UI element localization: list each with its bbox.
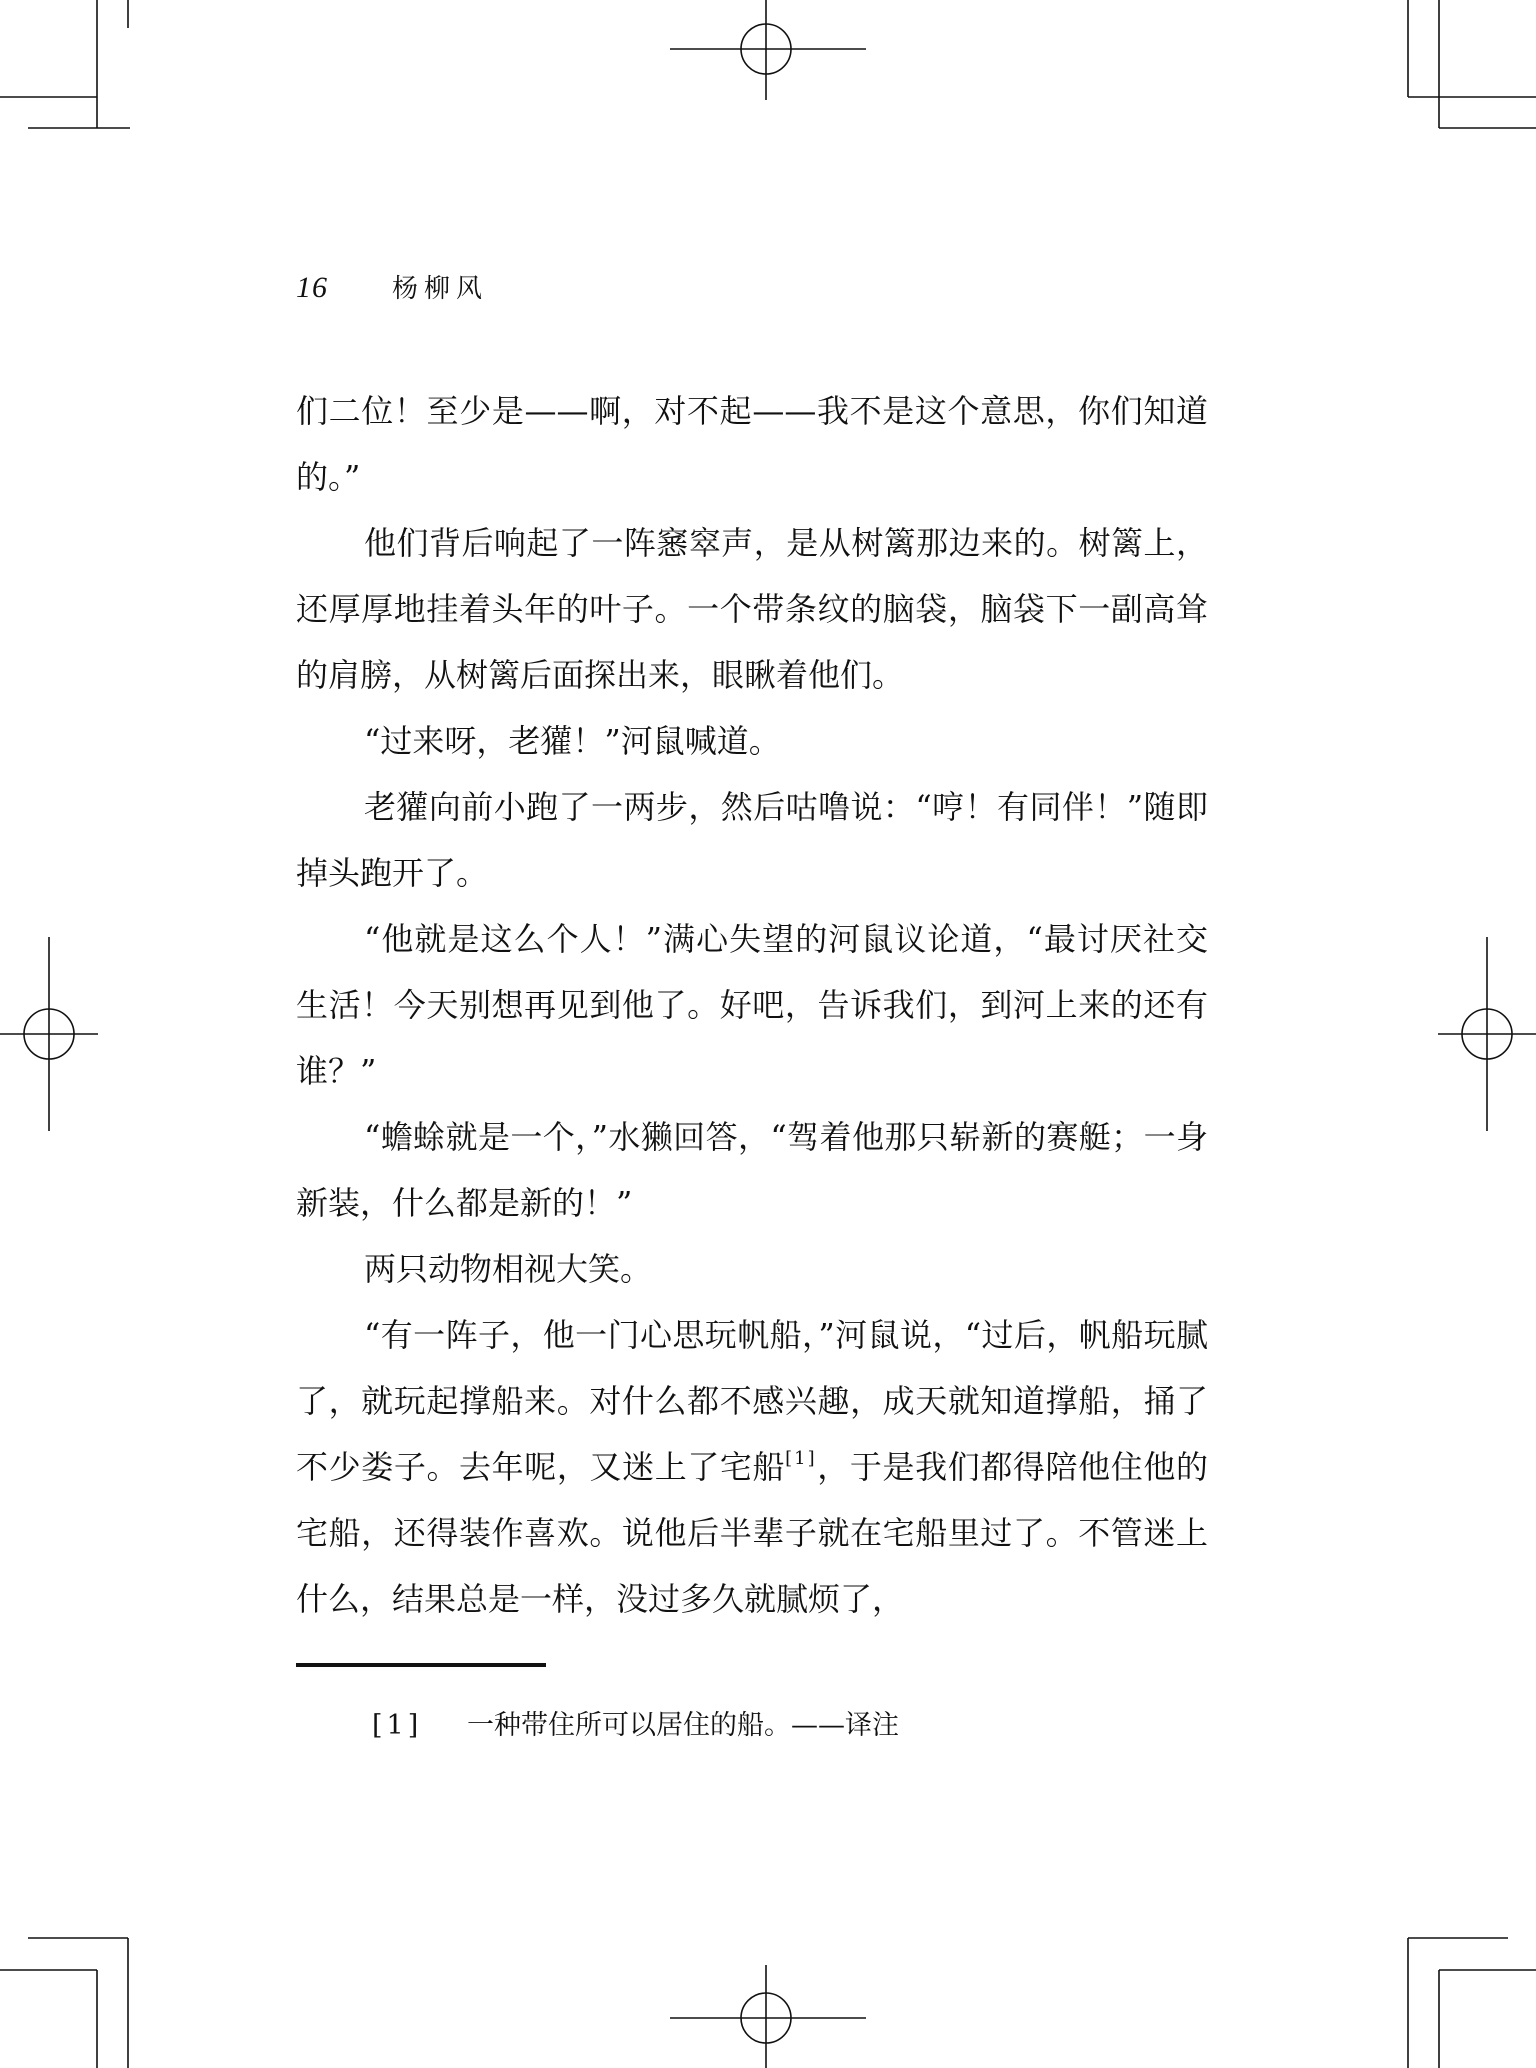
paragraph: 他们背后响起了一阵窸窣声，是从树篱那边来的。树篱上，还厚厚地挂着头年的叶子。一个带条纹的脑袋，脑袋下一副高耸的肩膀，从树篱后面探出来，眼瞅着他们。 (296, 524, 1208, 694)
paragraph: 两只动物相视大笑。 (364, 1250, 653, 1288)
page-header (296, 268, 488, 308)
footnote-rule (296, 1663, 546, 1667)
footnote-reference: [1] (785, 1448, 817, 1469)
paragraph-text: “有一阵子，他一门心思玩帆船，”河鼠说，“过后，帆船玩腻了，就玩起撑船来。对什么都不感兴趣，成天就知道撑船，捅了不少娄子。去年呢，又迷上了宅船 (296, 1316, 1208, 1486)
paragraph: “蟾蜍就是一个，”水獭回答，“驾着他那只崭新的赛艇；一身新装，什么都是新的！” (296, 1118, 1208, 1222)
paragraph: “他就是这么个人！”满心失望的河鼠议论道，“最讨厌社交生活！今天别想再见到他了。好吧，告诉我们，到河上来的还有谁？” (296, 920, 1208, 1090)
paragraph: 们二位！至少是——啊，对不起——我不是这个意思，你们知道的。” (296, 392, 1208, 496)
paragraph: “过来呀，老獾！”河鼠喊道。 (364, 722, 781, 760)
body-text (296, 378, 1208, 1632)
paragraph: 老獾向前小跑了一两步，然后咕噜说：“哼！有同伴！”随即掉头跑开了。 (296, 788, 1208, 892)
page-number: 16 (296, 271, 328, 304)
paragraph-with-footnote (296, 1302, 1208, 1632)
footnote (372, 1706, 899, 1746)
paragraph-text: ，于是我们都得陪他住他的宅船，还得装作喜欢。说他后半辈子就在宅船里过了。不管迷上什么，结果总是一样，没过多久就腻烦了， (296, 1448, 1208, 1618)
footnote-text: 一种带住所可以居住的船。——译注 (467, 1710, 899, 1741)
footnote-number: [1] (372, 1710, 423, 1741)
running-head: 杨柳风 (392, 274, 489, 304)
